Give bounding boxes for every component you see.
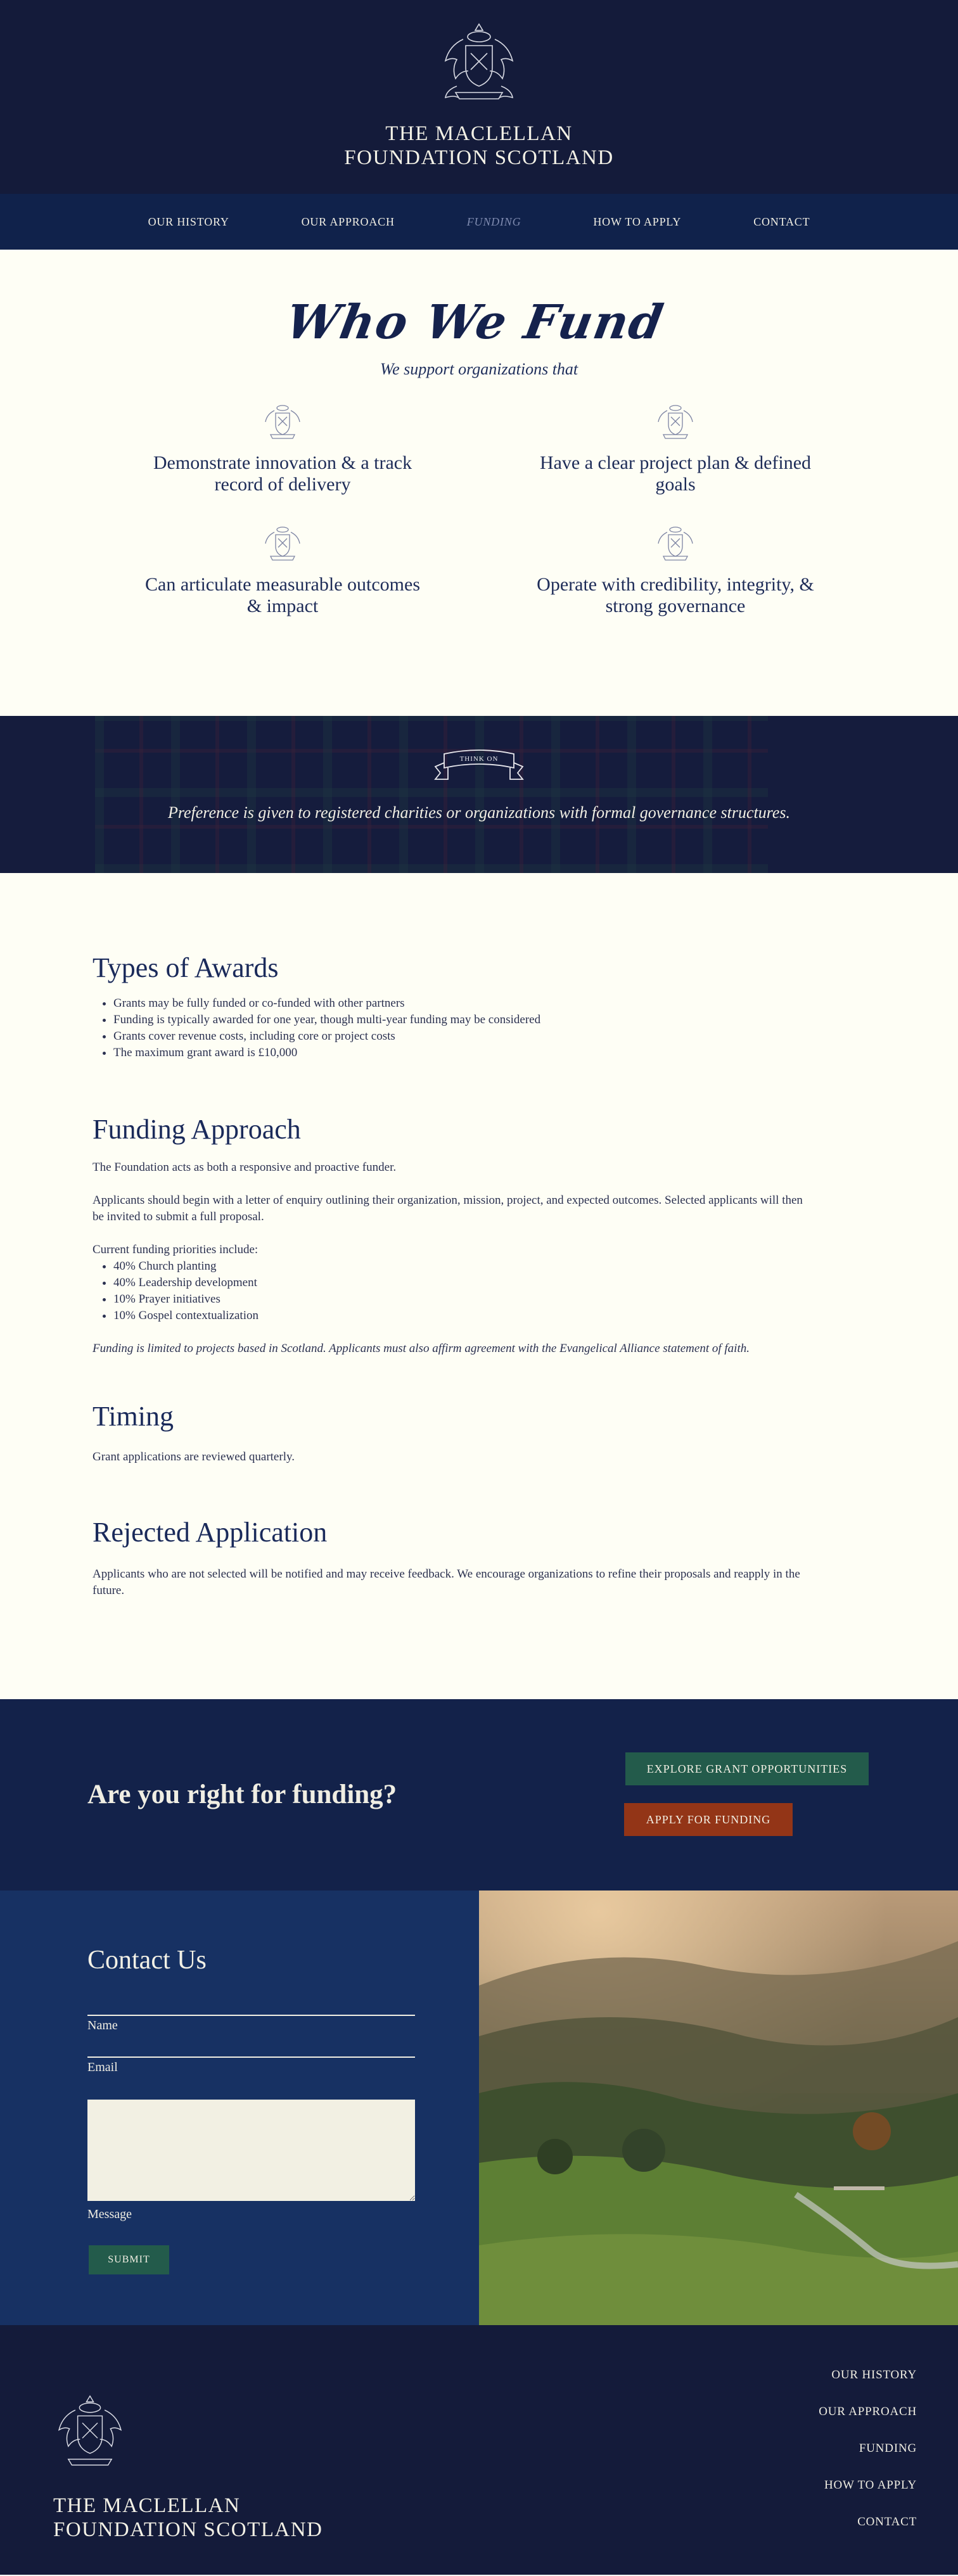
list-item: • Funding is typically awarded for one year, though multi-year funding may be considered [113, 1012, 958, 1028]
nav-our-approach[interactable]: OUR APPROACH [301, 215, 395, 228]
list-item: • 40% Leadership development [113, 1275, 958, 1291]
crest-icon [655, 400, 696, 443]
rejected-text: Applicants who are not selected will be notified and may receive feedback. We encourage organizations to refine their proposals and reapply in the future. [93, 1567, 800, 1597]
name-field[interactable] [87, 2015, 415, 2016]
footer-link-funding[interactable]: FUNDING [859, 2442, 917, 2455]
priorities-intro: Current funding priorities include: [93, 1243, 259, 1256]
criterion-item [479, 400, 872, 495]
approach-p2: Applicants should begin with a letter of enquiry outlining their organization, mission, project, and expected outcomes. Selected applicants will then be invited to submit a full proposal. [93, 1194, 803, 1223]
contact-section [0, 1891, 958, 2325]
main-nav [0, 194, 958, 250]
footer-link-how-to-apply[interactable]: HOW TO APPLY [824, 2478, 917, 2492]
criterion-item [86, 522, 479, 617]
funding-content [0, 873, 958, 1699]
who-we-fund-subtitle: We support organizations that [380, 360, 578, 378]
nav-our-history[interactable]: OUR HISTORY [148, 215, 229, 228]
cta-question: Are you right for funding? [87, 1780, 397, 1809]
criterion-item [479, 522, 872, 617]
criterion-text: Operate with credibility, integrity, & strong governance [537, 574, 814, 616]
email-field[interactable] [87, 2056, 415, 2058]
brand-line-2: FOUNDATION SCOTLAND [344, 146, 614, 169]
criterion-text: Demonstrate innovation & a track record of delivery [153, 452, 412, 495]
footer-brand-line-1: THE MACLELLAN [53, 2494, 241, 2517]
name-label: Name [87, 2018, 118, 2032]
list-item: • Grants cover revenue costs, including core or project costs [113, 1028, 958, 1045]
cta-section [0, 1699, 958, 1891]
ribbon-icon [431, 745, 527, 789]
site-header [0, 0, 958, 194]
explore-grants-button[interactable]: EXPLORE GRANT OPPORTUNITIES [625, 1752, 869, 1785]
message-label: Message [87, 2207, 132, 2221]
list-item: • 40% Church planting [113, 1258, 958, 1275]
criterion-item [86, 400, 479, 495]
footer-brand-line-2: FOUNDATION SCOTLAND [53, 2518, 323, 2541]
list-item: • 10% Prayer initiatives [113, 1291, 958, 1308]
email-label: Email [87, 2060, 118, 2074]
crest-icon [262, 400, 303, 443]
footer-crest-icon[interactable] [52, 2392, 128, 2477]
footer-link-our-approach[interactable]: OUR APPROACH [819, 2405, 917, 2418]
criterion-text: Have a clear project plan & defined goals [539, 452, 812, 495]
tartan-background [95, 716, 768, 873]
preference-banner [0, 716, 958, 873]
list-item: • 10% Gospel contextualization [113, 1308, 958, 1324]
approach-title: Funding Approach [93, 1114, 301, 1145]
crest-logo-icon[interactable] [438, 20, 520, 112]
ribbon-text: THINK ON [459, 755, 499, 763]
timing-text: Grant applications are reviewed quarterly. [93, 1450, 295, 1463]
awards-title: Types of Awards [93, 952, 279, 983]
list-item: • Grants may be fully funded or co-funded with other partners [113, 995, 958, 1012]
list-item: • The maximum grant award is £10,000 [113, 1045, 958, 1061]
landscape-image [479, 1891, 958, 2325]
submit-button[interactable]: SUBMIT [89, 2245, 169, 2274]
nav-how-to-apply[interactable]: HOW TO APPLY [593, 215, 682, 228]
approach-p1: The Foundation acts as both a responsive and proactive funder. [93, 1161, 397, 1174]
contact-form [0, 1891, 479, 2325]
preference-text: Preference is given to registered charities or organizations with formal governance structures. [167, 803, 791, 822]
footer-link-our-history[interactable]: OUR HISTORY [831, 2368, 917, 2382]
rejected-title: Rejected Application [93, 1517, 328, 1548]
footer-brand[interactable] [53, 2494, 323, 2542]
nav-contact[interactable]: CONTACT [753, 215, 810, 228]
footer-link-contact[interactable]: CONTACT [857, 2515, 917, 2528]
criterion-text: Can articulate measurable outcomes & impact [145, 574, 420, 616]
who-we-fund-title: Who We Fund [281, 295, 668, 350]
crest-icon [655, 522, 696, 565]
apply-for-funding-button[interactable]: APPLY FOR FUNDING [624, 1803, 793, 1836]
timing-title: Timing [93, 1401, 174, 1432]
approach-note: Funding is limited to projects based in Scotland. Applicants must also affirm agreement with the Evangelical Alliance statement of faith. [93, 1342, 750, 1355]
awards-list [93, 995, 958, 1061]
criteria-grid [86, 400, 872, 617]
nav-funding[interactable]: FUNDING [466, 215, 521, 228]
message-input[interactable] [87, 2100, 415, 2201]
brand-title[interactable] [344, 122, 613, 170]
brand-line-1: THE MACLELLAN [385, 122, 573, 145]
footer-nav [819, 2368, 917, 2552]
site-footer [0, 2325, 958, 2575]
who-we-fund-section [0, 250, 958, 716]
crest-icon [262, 522, 303, 565]
contact-title: Contact Us [87, 1946, 207, 1975]
priorities-list [93, 1258, 958, 1324]
